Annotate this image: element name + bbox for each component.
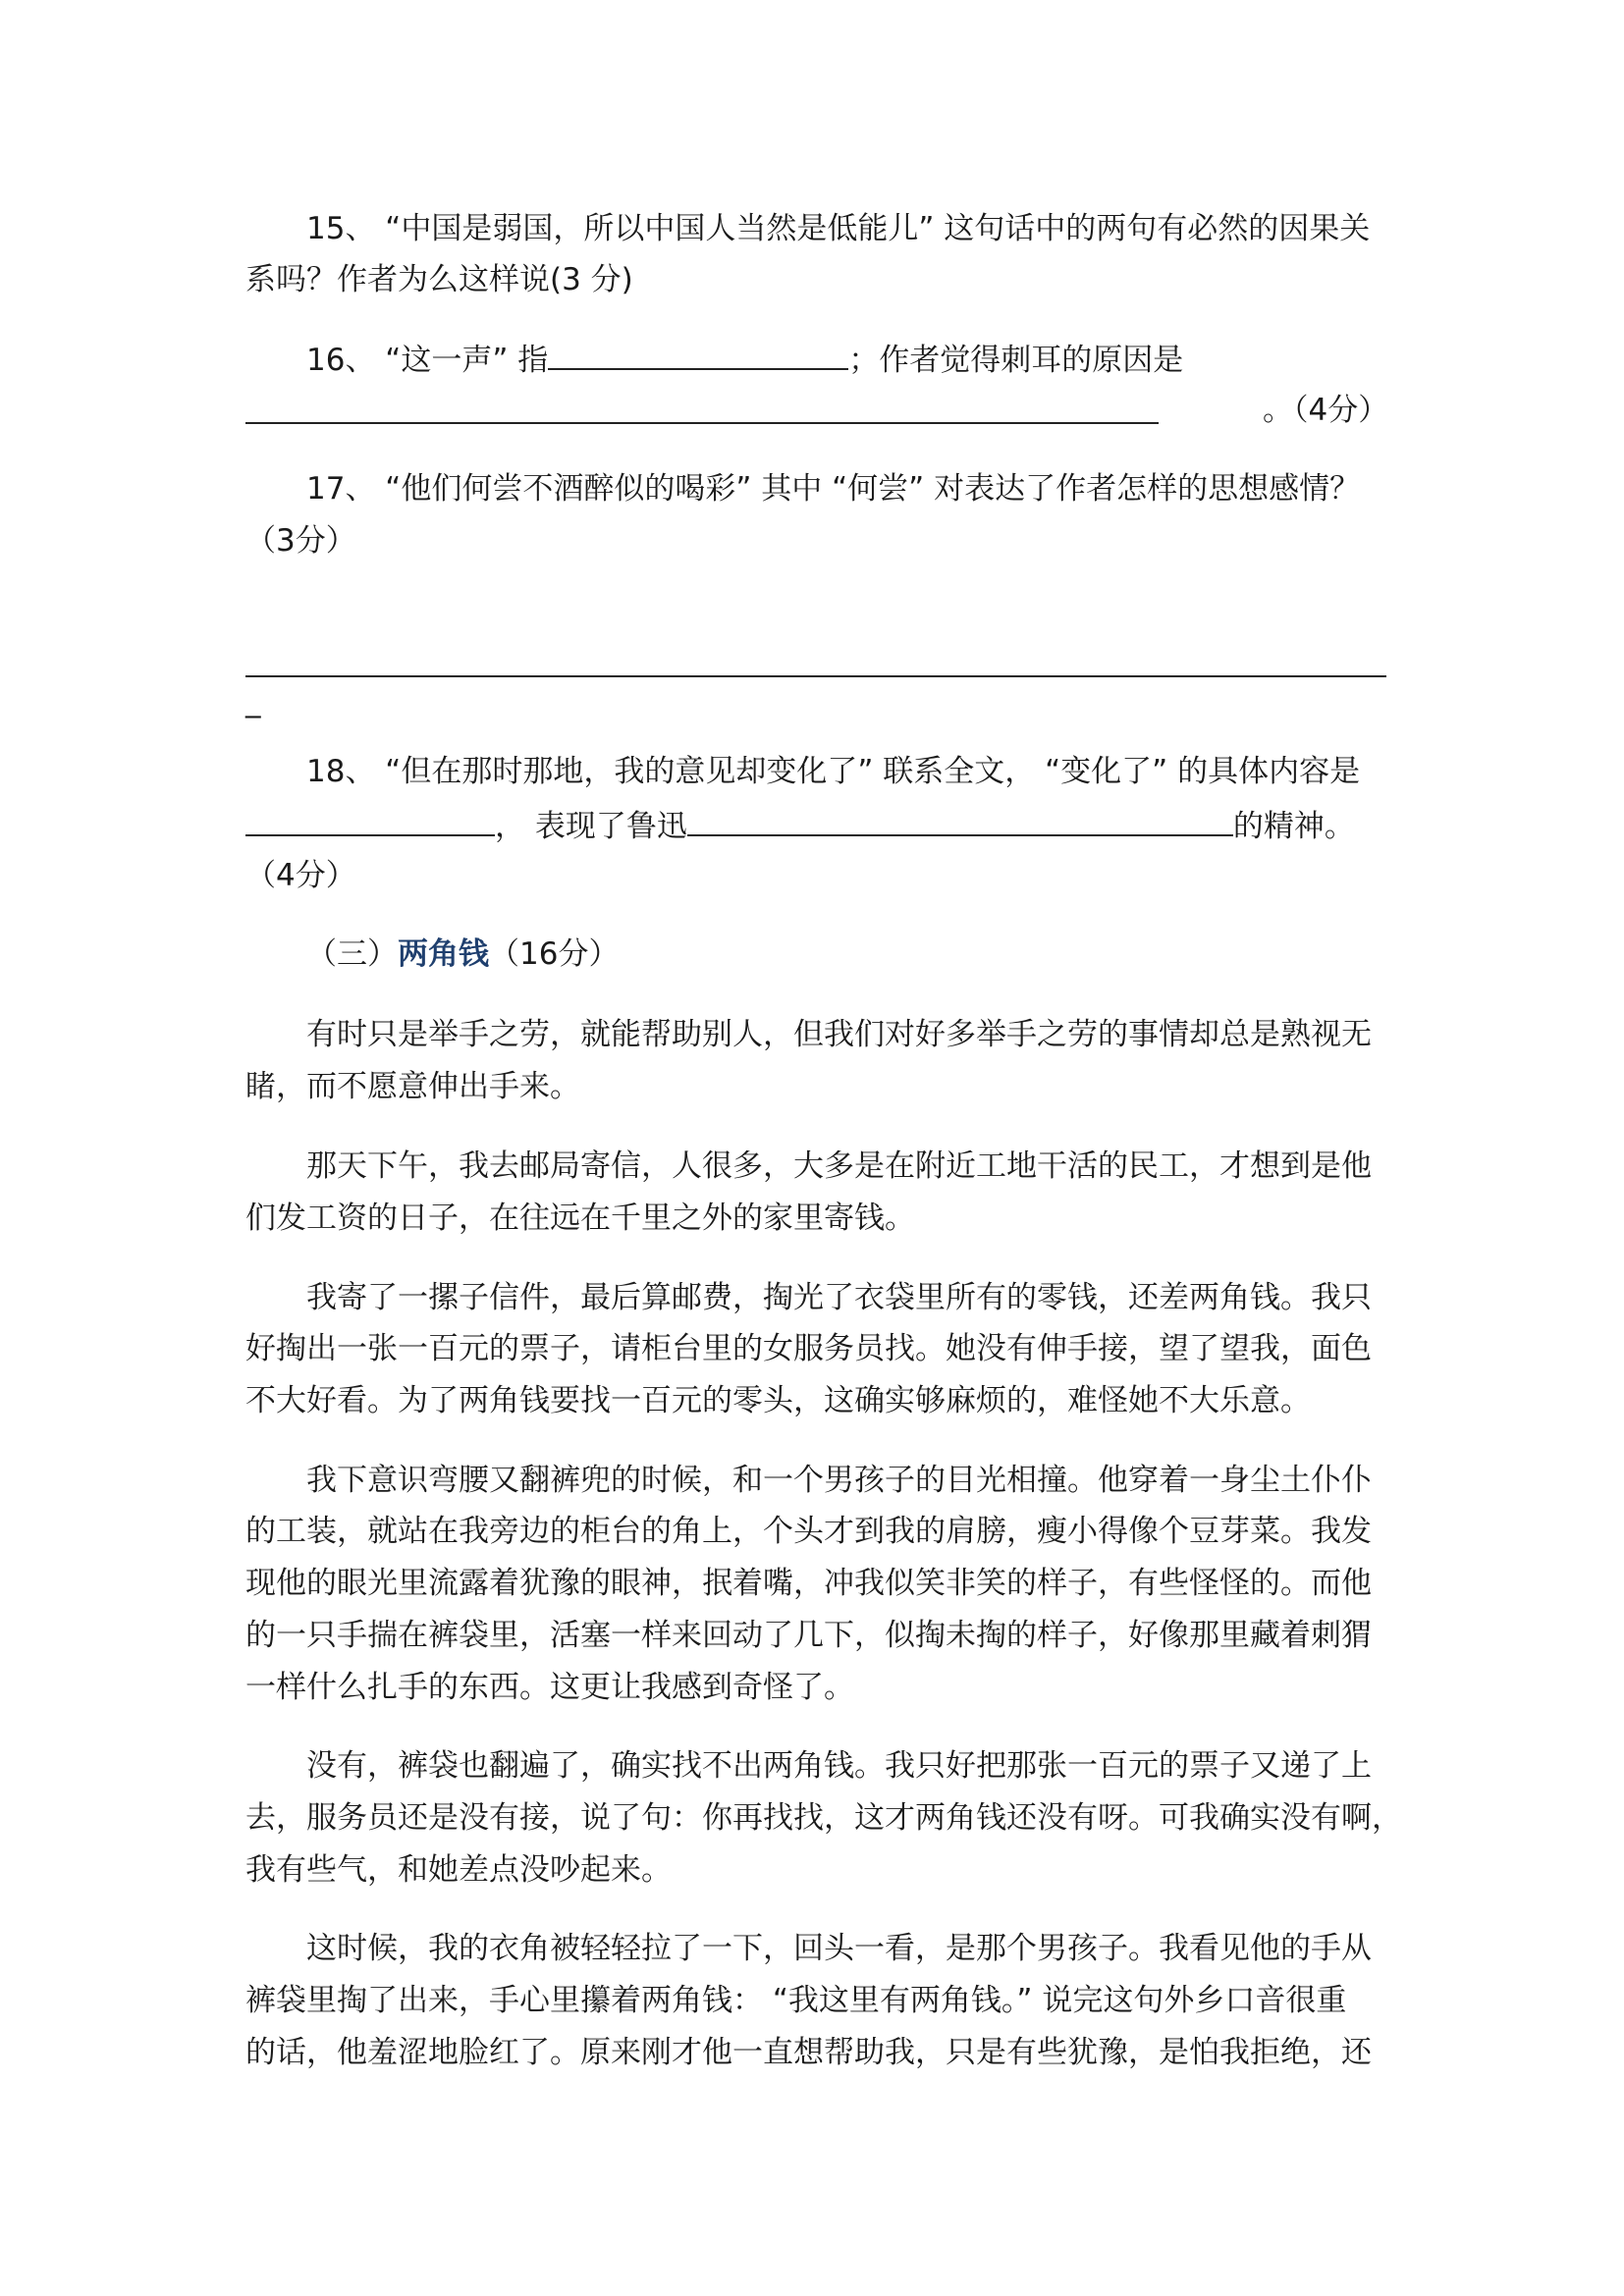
- p5-line-1: 没有，裤袋也翻遍了，确实找不出两角钱。我只好把那张一百元的票子又递了上: [306, 1748, 1372, 1784]
- q18-score: （4分）: [245, 858, 356, 893]
- q18-blank-1[interactable]: [245, 805, 495, 836]
- p2-line-2: 们发工资的日子，在往远在千里之外的家里寄钱。: [245, 1201, 915, 1236]
- q17-line-1: 17、 “他们何尝不酒醉似的喝彩” 其中 “何尝” 对表达了作者怎样的思想感情？: [306, 471, 1361, 507]
- q18-mid: ， 表现了鲁迅: [495, 809, 687, 844]
- p4-line-2: 的工装，就站在我旁边的柜台的角上，个头才到我的肩膀，瘦小得像个豆芽菜。我发: [245, 1514, 1372, 1549]
- q18-blank-2[interactable]: [687, 805, 1233, 836]
- p4-line-4: 的一只手揣在裤袋里，活塞一样来回动了几下，似掏未掏的样子，好像那里藏着刺猬: [245, 1618, 1372, 1653]
- p3-line-3: 不大好看。为了两角钱要找一百元的零头，这确实够麻烦的，难怪她不大乐意。: [245, 1383, 1311, 1418]
- q15-line-2: 系吗？作者为么这样说(3 分): [245, 262, 633, 297]
- q17-line-2: （3分）: [245, 523, 356, 559]
- p4-line-5: 一样什么扎手的东西。这更让我感到奇怪了。: [245, 1670, 854, 1705]
- q15-line-1: 15、 “中国是弱国，所以中国人当然是低能儿” 这句话中的两句有必然的因果关: [306, 211, 1371, 246]
- q18-line-2: [245, 805, 1355, 846]
- q17-answer-line[interactable]: [245, 675, 1386, 677]
- section-score: （16分）: [489, 936, 620, 972]
- q16-prefix: 16、 “这一声” 指: [306, 343, 549, 378]
- q16-line-1: [306, 339, 1183, 380]
- p6-line-3: 的话，他羞涩地脸红了。原来刚才他一直想帮助我，只是有些犹豫，是怕我拒绝，还: [245, 2035, 1372, 2070]
- p4-line-3: 现他的眼光里流露着犹豫的眼神，抿着嘴，冲我似笑非笑的样子，有些怪怪的。而他: [245, 1566, 1372, 1601]
- p5-line-2: 去，服务员还是没有接，说了句：你再找找，这才两角钱还没有呀。可我确实没有啊，: [245, 1800, 1402, 1836]
- p5-line-3: 我有些气，和她差点没吵起来。: [245, 1852, 672, 1888]
- p6-line-2: 裤袋里掏了出来，手心里攥着两角钱： “我这里有两角钱。” 说完这句外乡口音很重: [245, 1983, 1347, 2018]
- section-heading: [306, 934, 619, 976]
- section-title: 两角钱: [398, 936, 489, 972]
- p3-line-1: 我寄了一摞子信件，最后算邮费，掏光了衣袋里所有的零钱，还差两角钱。我只: [306, 1280, 1372, 1315]
- q17-trail: _: [245, 683, 261, 719]
- q16-suffix: 。（4分）: [1263, 393, 1389, 428]
- q18-end: 的精神。: [1232, 809, 1355, 844]
- q16-blank-2[interactable]: [245, 422, 1159, 424]
- p1-line-1: 有时只是举手之劳，就能帮助别人，但我们对好多举手之劳的事情却总是熟视无: [306, 1017, 1372, 1052]
- q16-middle: ；作者觉得刺耳的原因是: [848, 343, 1184, 378]
- section-prefix: （三）: [306, 936, 398, 972]
- p4-line-1: 我下意识弯腰又翻裤兜的时候，和一个男孩子的目光相撞。他穿着一身尘土仆仆: [306, 1463, 1372, 1498]
- q18-line-1: 18、 “但在那时那地，我的意见却变化了” 联系全文， “变化了” 的具体内容是: [306, 754, 1361, 789]
- p2-line-1: 那天下午，我去邮局寄信，人很多，大多是在附近工地干活的民工，才想到是他: [306, 1148, 1372, 1184]
- p1-line-2: 睹，而不愿意伸出手来。: [245, 1069, 580, 1104]
- p3-line-2: 好掏出一张一百元的票子，请柜台里的女服务员找。她没有伸手接，望了望我，面色: [245, 1331, 1372, 1366]
- q16-blank-1[interactable]: [548, 339, 848, 370]
- p6-line-1: 这时候，我的衣角被轻轻拉了一下，回头一看，是那个男孩子。我看见他的手从: [306, 1931, 1372, 1966]
